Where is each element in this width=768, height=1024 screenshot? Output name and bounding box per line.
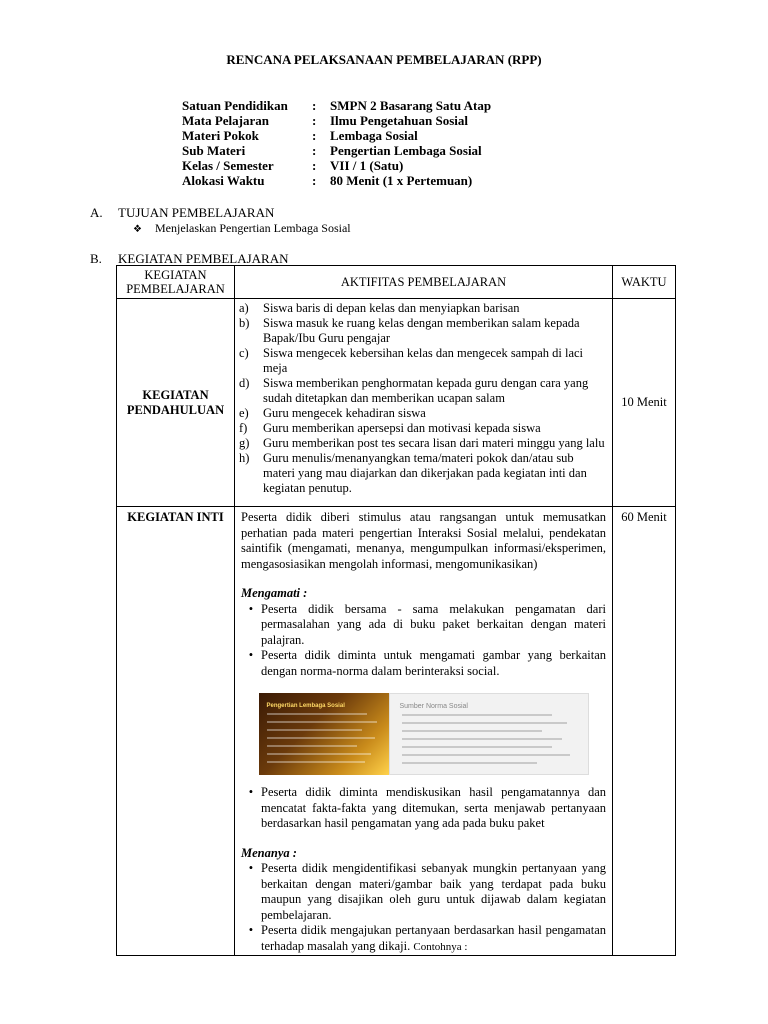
- list-text: Siswa mengecek kebersihan kelas dan mengecek sampah di laci meja: [263, 346, 584, 375]
- pendahuluan-activities: [235, 299, 613, 507]
- header-kegiatan: KEGIATAN PEMBELAJARAN: [117, 266, 235, 299]
- info-row: [182, 143, 491, 158]
- bullet-icon: •: [248, 601, 254, 616]
- section-title: TUJUAN PEMBELAJARAN: [118, 205, 275, 220]
- inti-activities: [235, 507, 613, 956]
- info-colon: :: [312, 143, 317, 158]
- list-marker: a): [239, 301, 249, 315]
- inti-time: 60 Menit: [613, 507, 676, 956]
- section-number: A.: [90, 205, 103, 220]
- inti-intro: Peserta didik diberi stimulus atau rangsangan untuk memusatkan perhatian pada materi pengertian Interaksi Sosial melalui, pendekatan saintifik (mengamati, menanya, mengumpulkan informasi/eksperimen, mengasosiasikan mengolah informasi, mengomunikasikan): [241, 510, 606, 571]
- list-item: [239, 376, 608, 406]
- list-item: [239, 316, 608, 346]
- info-value: 80 Menit (1 x Pertemuan): [330, 173, 473, 188]
- mengamati-heading: Mengamati :: [241, 586, 308, 600]
- list-text: Guru memberikan apersepsi dan motivasi kepada siswa: [263, 421, 541, 435]
- list-marker: h): [239, 451, 250, 465]
- list-item: [239, 301, 608, 316]
- list-item: [241, 923, 606, 955]
- info-key: Alokasi Waktu: [182, 173, 265, 188]
- list-text: Siswa memberikan penghormatan kepada guru dengan cara yang sudah ditetapkan dan memberikan ucapan salam: [263, 376, 589, 405]
- page-title: RENCANA PELAKSANAAN PEMBELAJARAN (RPP): [226, 52, 542, 67]
- list-text-small: Contohnya :: [413, 940, 468, 953]
- info-value: Ilmu Pengetahuan Sosial: [330, 113, 468, 128]
- bullet-icon: •: [248, 923, 254, 937]
- list-marker: b): [239, 316, 250, 330]
- info-value: VII / 1 (Satu): [330, 158, 404, 173]
- info-colon: :: [312, 113, 317, 128]
- list-text: Siswa baris di depan kelas dan menyiapkan barisan: [263, 301, 520, 315]
- info-value: SMPN 2 Basarang Satu Atap: [330, 98, 492, 113]
- list-item: [241, 648, 606, 679]
- info-key: Kelas / Semester: [182, 158, 274, 173]
- slide-left-panel: [259, 693, 389, 775]
- list-marker: f): [239, 421, 248, 435]
- list-item: [241, 785, 606, 832]
- list-marker: g): [239, 436, 250, 450]
- list-text: Peserta didik diminta mendiskusikan hasil pengamatannya dan mencatat fakta-fakta yang ditemukan, serta menjawab pertanyaan berdasarkan hasil pengamatan yang ada pada buku paket: [261, 785, 606, 830]
- pendahuluan-time: 10 Menit: [613, 299, 676, 507]
- slide-image: [241, 693, 606, 775]
- list-text: Peserta didik diminta untuk mengamati gambar yang berkaitan dengan norma-norma dalam berinteraksi social.: [261, 648, 606, 678]
- list-item: [239, 421, 608, 436]
- list-marker: c): [239, 346, 249, 360]
- identity-block: [182, 98, 491, 188]
- info-key: Mata Pelajaran: [182, 113, 270, 128]
- list-marker: e): [239, 406, 249, 420]
- slide-right-title: Sumber Norma Sosial: [399, 703, 468, 710]
- info-key: Sub Materi: [182, 143, 246, 158]
- list-text: Guru memberikan post tes secara lisan dari materi minggu yang lalu: [263, 436, 605, 450]
- info-value: Pengertian Lembaga Sosial: [330, 143, 482, 158]
- bullet-icon: •: [248, 861, 254, 875]
- list-text: Guru menulis/menanyangkan tema/materi pokok dan/atau sub materi yang mau diajarkan dan dikerjakan pada kegiatan inti dan kegiatan penutup.: [263, 451, 587, 495]
- section-title: KEGIATAN PEMBELAJARAN: [118, 251, 289, 266]
- info-colon: :: [312, 98, 317, 113]
- bullet-icon: •: [248, 785, 254, 799]
- table-header-row: [117, 266, 676, 299]
- diamond-bullet-icon: ❖: [133, 224, 142, 235]
- info-colon: :: [312, 173, 317, 188]
- info-colon: :: [312, 158, 317, 173]
- info-row: [182, 158, 491, 173]
- activity-table: [116, 265, 676, 956]
- pendahuluan-label: KEGIATAN PENDAHULUAN: [117, 299, 235, 507]
- info-key: Materi Pokok: [182, 128, 259, 143]
- list-item: [241, 602, 606, 649]
- header-waktu: WAKTU: [613, 266, 676, 299]
- info-row: [182, 98, 491, 113]
- objective-text: Menjelaskan Pengertian Lembaga Sosial: [155, 221, 351, 235]
- table-row: [117, 299, 676, 507]
- inti-label: KEGIATAN INTI: [117, 507, 235, 956]
- list-text: Peserta didik mengajukan pertanyaan berdasarkan hasil pengamatan terhadap masalah yang dikaji.: [261, 923, 606, 953]
- info-value: Lembaga Sosial: [330, 128, 418, 143]
- header-aktifitas: AKTIFITAS PEMBELAJARAN: [235, 266, 613, 299]
- list-item: [239, 436, 608, 451]
- info-row: [182, 173, 491, 188]
- section-number: B.: [90, 251, 102, 266]
- info-row: [182, 128, 491, 143]
- objective-item: [133, 221, 351, 236]
- pendahuluan-list: [235, 299, 612, 496]
- info-colon: :: [312, 128, 317, 143]
- list-text: Peserta didik mengidentifikasi sebanyak mungkin pertanyaan yang berkaitan dengan materi/gambar baik yang terdapat pada buku maupun yang disajikan oleh guru untuk dijawab dalam kegiatan pembelajaran.: [261, 861, 606, 922]
- menanya-heading: Menanya :: [241, 845, 297, 860]
- slide-left-title: Pengertian Lembaga Sosial: [266, 703, 345, 709]
- info-key: Satuan Pendidikan: [182, 98, 288, 113]
- list-text: Peserta didik bersama - sama melakukan pengamatan dari permasalahan yang ada di buku paket berkaitan dengan materi palajran.: [261, 601, 606, 647]
- list-text: Siswa masuk ke ruang kelas dengan memberikan salam kepada Bapak/Ibu Guru pengajar: [263, 316, 580, 345]
- table-row: [117, 507, 676, 956]
- list-item: [239, 451, 608, 496]
- list-item: [241, 861, 606, 923]
- bullet-icon: •: [248, 648, 254, 662]
- list-item: [239, 346, 608, 376]
- info-row: [182, 113, 491, 128]
- list-marker: d): [239, 376, 250, 390]
- list-text: Guru mengecek kehadiran siswa: [263, 406, 426, 420]
- list-item: [239, 406, 608, 421]
- slide-right-panel: [389, 693, 589, 775]
